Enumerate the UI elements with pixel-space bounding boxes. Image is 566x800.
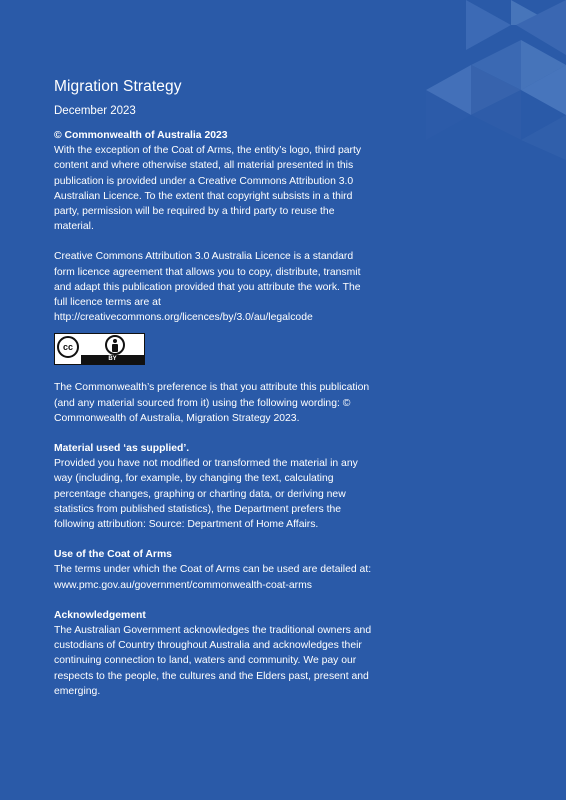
acknowledgement-body: The Australian Government acknowledges the traditional owners and custodians of Country throughout Australia and acknowledges their continuing connection to land, waters and community. We pay our respects to the people, the cultures and the Elders past, present and emerging. <box>54 625 372 697</box>
document-title: Migration Strategy <box>54 78 182 95</box>
coat-of-arms-heading: Use of the Coat of Arms <box>54 549 172 561</box>
material-section <box>54 441 374 532</box>
publication-date: December 2023 <box>54 105 136 117</box>
coat-of-arms-section <box>54 547 374 593</box>
creative-commons-by-badge <box>54 333 145 365</box>
copyright-heading: © Commonwealth of Australia 2023 <box>54 130 228 141</box>
coat-of-arms-body: The terms under which the Coat of Arms can be used are detailed at: www.pmc.gov.au/government/commonwealth-coat-arms <box>54 564 372 591</box>
by-label: BY <box>81 355 144 364</box>
acknowledgement-section <box>54 608 374 699</box>
acknowledgement-heading: Acknowledgement <box>54 609 146 621</box>
licence-section: Creative Commons Attribution 3.0 Australia Licence is a standard form licence agreement that allows you to copy, distribute, transmit and adapt this publication provided that you attribute the work. The full licence terms are at http://creativecommons.org/licences/by/3.0/au/legalcode <box>54 251 361 324</box>
material-heading: Material used ‘as supplied’. <box>54 443 190 455</box>
attribution-person-icon <box>105 335 125 355</box>
cc-icon: cc <box>57 336 79 358</box>
attribution-section: The Commonwealth’s preference is that you attribute this publication (and any material sourced from it) using the following wording: © Commonwealth of Australia, Migration Strategy 2023. <box>54 382 370 424</box>
triangle-pattern-decoration <box>426 0 566 160</box>
copyright-section <box>54 128 374 234</box>
imprint-content <box>54 78 374 699</box>
material-body: Provided you have not modified or transformed the material in any way (including, for example, by changing the text, calculating percentage changes, graphing or charting data, or deriving new statistics from published statistics), the Department prefers the following attribution: Source: Department of Home Affairs. <box>54 458 358 531</box>
copyright-body: With the exception of the Coat of Arms, the entity’s logo, third party content and where otherwise stated, all material presented in this publication is provided under a Creative Commons Attribution 3.0 Australian Licence. To the extent that copyright subsists in a third party, permission will be required by a third party to reuse the material. <box>54 145 362 233</box>
